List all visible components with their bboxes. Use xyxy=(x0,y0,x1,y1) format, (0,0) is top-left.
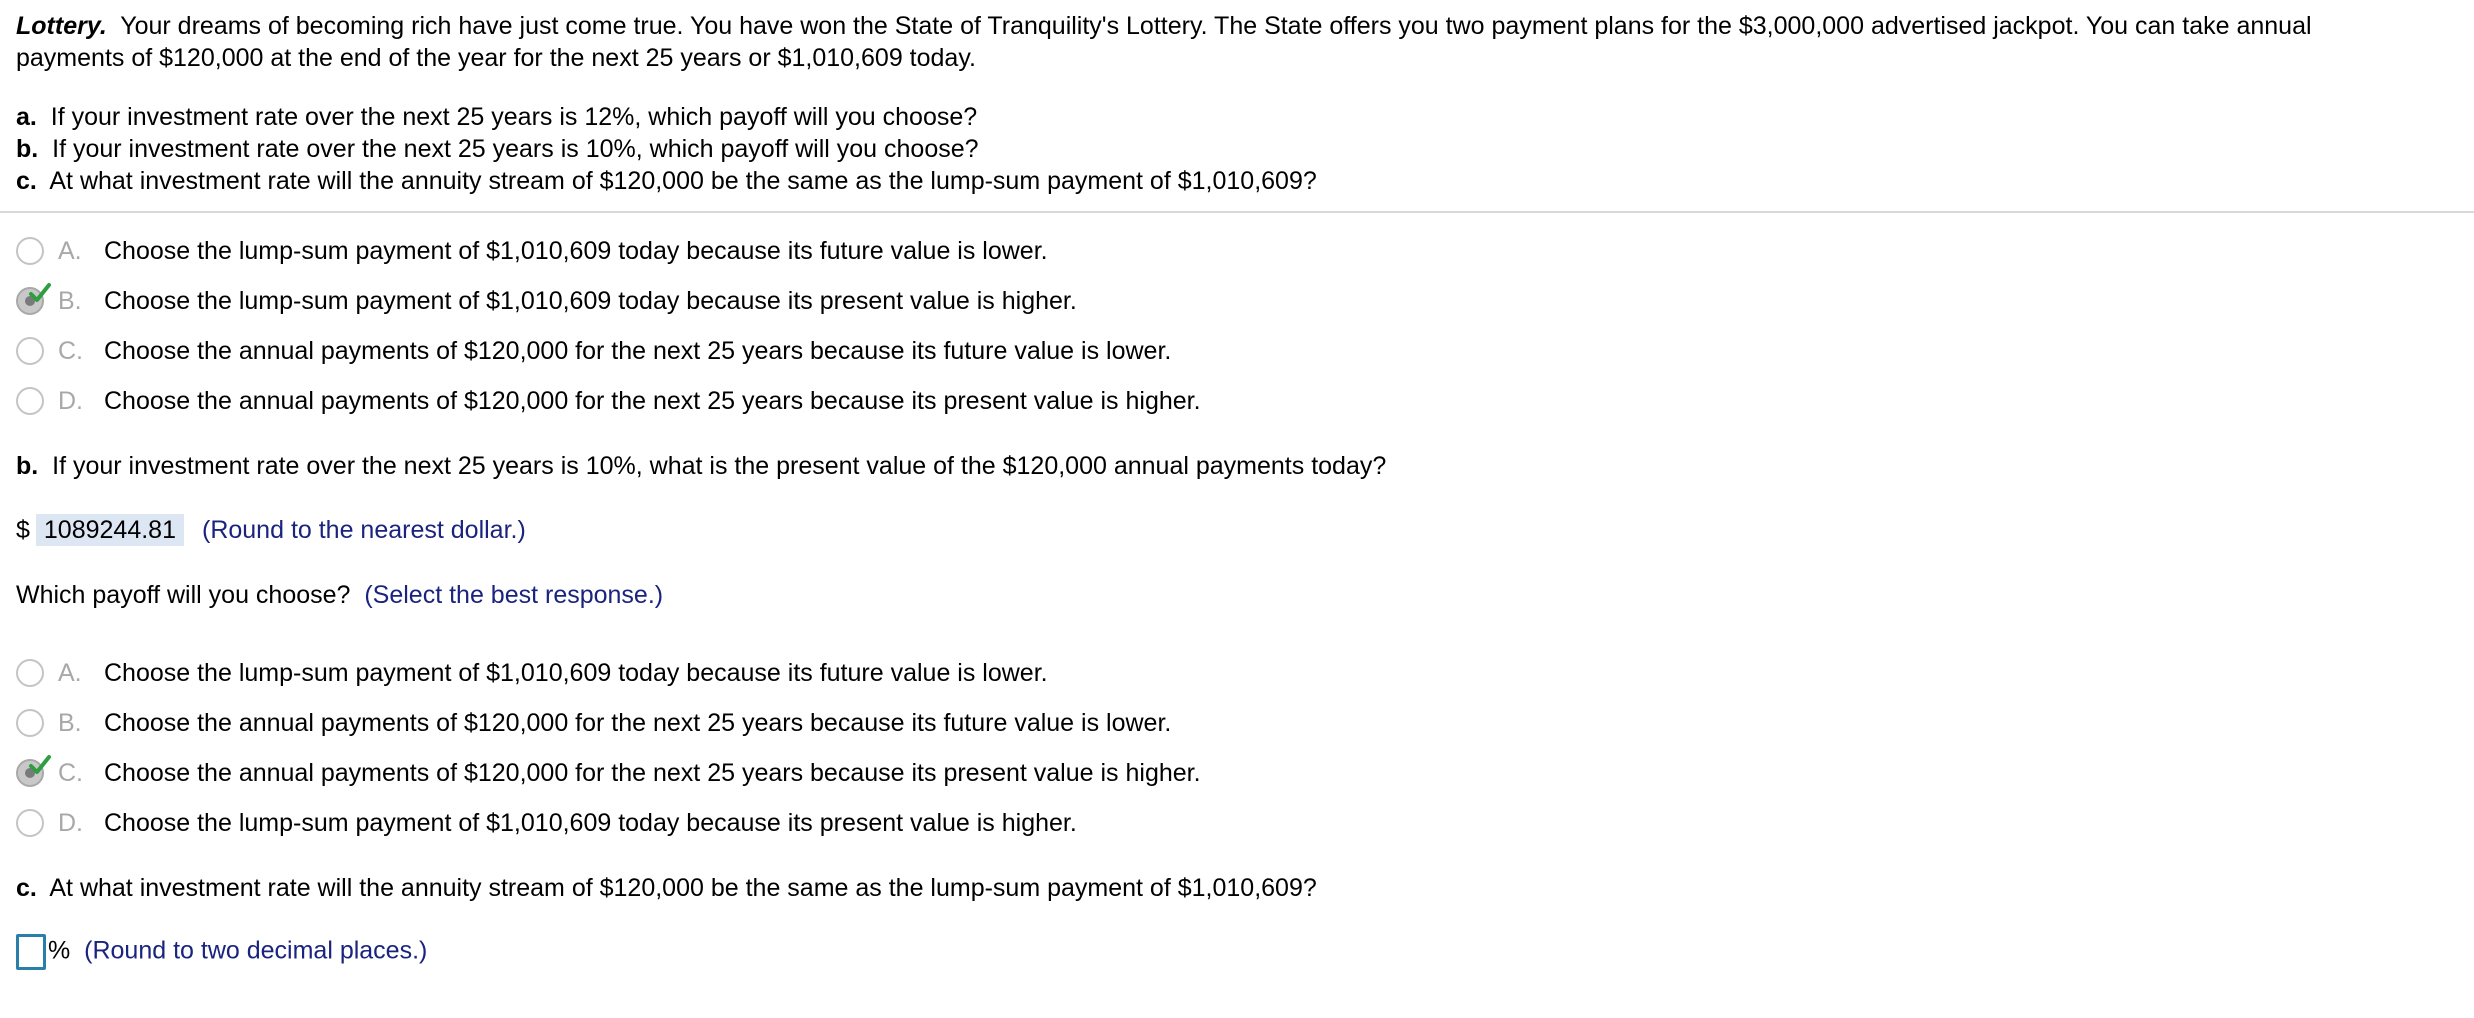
part-a-choice-c[interactable] xyxy=(16,333,1171,369)
question-text: If your investment rate over the next 25 years is 10%, which payoff will you choose? xyxy=(52,135,979,163)
choice-text: Choose the annual payments of $120,000 for the next 25 years because its present value is higher. xyxy=(104,758,1201,787)
radio-button[interactable] xyxy=(16,237,44,265)
rounding-hint: (Round to the nearest dollar.) xyxy=(202,516,526,544)
choice-letter: D. xyxy=(58,808,83,837)
part-b-text: If your investment rate over the next 25 years is 10%, what is the present value of the $120,000 annual payments today? xyxy=(52,452,1387,480)
payoff-question-row xyxy=(16,579,2454,611)
percent-sign: % xyxy=(48,936,71,965)
check-mark-icon xyxy=(28,281,52,305)
radio-button[interactable] xyxy=(16,387,44,415)
question-b xyxy=(16,133,2454,165)
part-a-choice-b[interactable] xyxy=(16,283,1077,319)
question-label: c. xyxy=(16,167,37,195)
problem-title: Lottery xyxy=(16,12,100,40)
check-mark-icon xyxy=(28,753,52,777)
currency-symbol: $ xyxy=(16,516,30,544)
question-text: At what investment rate will the annuity stream of $120,000 be the same as the lump-sum payment of $1,010,609? xyxy=(49,167,1317,195)
rounding-hint: (Round to two decimal places.) xyxy=(84,936,428,965)
choice-text: Choose the annual payments of $120,000 for the next 25 years because its future value is lower. xyxy=(104,336,1172,365)
radio-button-selected[interactable] xyxy=(16,759,44,787)
choice-letter: A. xyxy=(58,236,82,265)
intro-line-1 xyxy=(16,10,2454,42)
part-c-label: c. xyxy=(16,874,37,902)
choice-text: Choose the lump-sum payment of $1,010,609 today because its present value is higher. xyxy=(104,808,1077,837)
choice-letter: B. xyxy=(58,708,82,737)
choice-text: Choose the lump-sum payment of $1,010,609 today because its future value is lower. xyxy=(104,658,1048,687)
radio-button[interactable] xyxy=(16,809,44,837)
part-c-text: At what investment rate will the annuity stream of $120,000 be the same as the lump-sum payment of $1,010,609? xyxy=(49,874,1317,902)
question-label: b. xyxy=(16,135,39,163)
question-a xyxy=(16,101,2454,133)
present-value-answer[interactable]: 1089244.81 xyxy=(36,514,184,546)
choice-text: Choose the lump-sum payment of $1,010,609 today because its present value is higher. xyxy=(104,286,1077,315)
radio-button[interactable] xyxy=(16,659,44,687)
intro-text-1: Your dreams of becoming rich have just come true. You have won the State of Tranquility's Lottery. The State offers you two payment plans for the $3,000,000 advertised jackpot. You can take annual xyxy=(120,12,2312,40)
radio-button[interactable] xyxy=(16,709,44,737)
payoff-question: Which payoff will you choose? xyxy=(16,581,351,609)
part-a-choice-d[interactable] xyxy=(16,383,1201,419)
choice-text: Choose the annual payments of $120,000 for the next 25 years because its present value is higher. xyxy=(104,386,1201,415)
part-a-choice-a[interactable] xyxy=(16,233,1048,269)
question-text: If your investment rate over the next 25 years is 12%, which payoff will you choose? xyxy=(50,103,978,131)
choice-text: Choose the annual payments of $120,000 for the next 25 years because its future value is lower. xyxy=(104,708,1172,737)
radio-button-selected[interactable] xyxy=(16,287,44,315)
question-list xyxy=(16,101,2454,197)
part-b-choice-b[interactable] xyxy=(16,705,1171,741)
rate-input[interactable] xyxy=(16,934,46,970)
part-b-choice-a[interactable] xyxy=(16,655,1048,691)
part-b-label: b. xyxy=(16,452,39,480)
choice-letter: C. xyxy=(58,336,83,365)
choice-text: Choose the lump-sum payment of $1,010,609 today because its future value is lower. xyxy=(104,236,1048,265)
part-c-answer-row xyxy=(16,934,2454,970)
part-b-question xyxy=(16,450,2454,482)
intro-line-2: payments of $120,000 at the end of the year for the next 25 years or $1,010,609 today. xyxy=(16,44,976,72)
part-b-answer-row xyxy=(16,514,2454,546)
choice-letter: C. xyxy=(58,758,83,787)
choice-letter: A. xyxy=(58,658,82,687)
part-b-choice-d[interactable] xyxy=(16,805,1077,841)
question-c xyxy=(16,165,2454,197)
select-hint: (Select the best response.) xyxy=(364,581,664,609)
choice-letter: D. xyxy=(58,386,83,415)
part-b-choice-c[interactable] xyxy=(16,755,1201,791)
question-label: a. xyxy=(16,103,37,131)
part-c-question xyxy=(16,872,2454,904)
section-divider xyxy=(0,211,2474,213)
problem-title-period: . xyxy=(99,12,107,40)
radio-button[interactable] xyxy=(16,337,44,365)
choice-letter: B. xyxy=(58,286,82,315)
problem-statement xyxy=(16,10,2454,74)
